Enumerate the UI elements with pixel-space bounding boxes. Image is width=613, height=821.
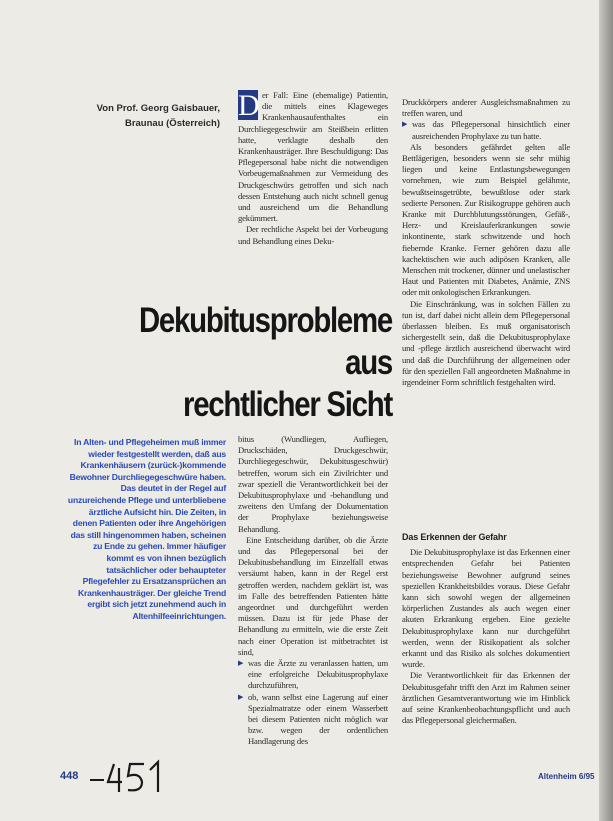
column-4 — [402, 526, 570, 726]
journal-footer: Altenheim 6/95 — [538, 772, 595, 781]
drop-cap: D — [238, 89, 260, 122]
binding-gutter — [599, 0, 613, 821]
bullet-list — [402, 119, 570, 141]
paragraph: Die Dekubitusprophylaxe ist das Erkennen einer entsprechenden Gefahr bei Patienten beziehungsweise Bewohner aufgrund seines speziellen Krankheitsbildes voraus. Diese Gefahr kann sich sowohl wegen der allgemeinen körperlichen Zustandes als auch wegen einer akuten Erkrankung ergeben. Eine gezielte Dekubitusprophylaxe kann nur durchgeführt werden, wenn der Risikopatient als solcher erkannt und das Risiko als solches dokumentiert wurde. — [402, 547, 570, 670]
handwritten-page-range — [86, 756, 178, 796]
section-heading: Das Erkennen der Gefahr — [402, 532, 507, 542]
bullet-item: ▶ ob, wann selbst eine Lagerung auf einer Spezialmatratze oder einem Wasserbett bei diesem Patienten nicht möglich war bzw. wegen der ordentlichen Handlagerung des — [238, 692, 388, 748]
page-number: 448 — [60, 770, 79, 782]
title-line-1: Dekubitusprobleme aus — [138, 301, 392, 382]
title-line-2: rechtlicher Sicht — [183, 385, 392, 424]
bullet-item: ▶ was die Ärzte zu veranlassen hatten, um eine erfolgreiche Dekubitusprophylaxe durchzuführen, — [238, 658, 388, 692]
paragraph: Der rechtliche Aspekt bei der Vorbeugung und Behandlung eines Deku- — [238, 224, 388, 246]
bullet-item: ▶ was das Pflegepersonal hinsichtlich einer ausreichenden Prophylaxe zu tun hatte. — [402, 119, 570, 141]
paragraph: Die Einschränkung, was in solchen Fällen zu tun ist, darf dabei nicht allein dem Pflegepersonal überlassen bleiben. Es muß organisatorisch sichergestellt sein, daß die Dekubitusprophylaxe und -pflege ärztlich ausreichend überwacht wird und daß die Durchführung der allgemeinen oder für den speziellen Fall angeordneten Maßnahme in irgendeiner Form schriftlich festgehalten wird. — [402, 298, 570, 388]
author-byline — [70, 101, 220, 131]
column-3 — [402, 97, 570, 388]
paragraph: Druckkörpers anderer Ausgleichsmaßnahmen zu treffen waren, und — [402, 97, 570, 119]
opening-paragraph — [238, 90, 388, 224]
lead-paragraph: In Alten- und Pflegeheimen muß immer wieder festgestellt werden, daß aus Krankenhäusern (zurück-)kommende Bewohner Durchliegegeschwüre haben. Das deutet in der Regel auf unzureichende Pflege und unterbliebene ärztliche Aufsicht hin. Die Zeiten, in denen Patienten oder ihre Angehörigen das still hingenommen haben, scheinen zu Ende zu gehen. Immer häufiger kommt es von ihnen bezüglich tatsächlicher oder behaupteter Pflegefehler zu Ersatzansprüchen an Krankenhausträger. Der gleiche Trend ergibt sich jetzt zunehmend auch in Altenhilfeeinrichtungen. — [67, 437, 226, 621]
bullet-list — [238, 658, 388, 748]
author-location: Braunau (Österreich) — [124, 118, 220, 129]
column-2 — [238, 434, 388, 748]
paragraph: Als besonders gefährdet gelten alle Bettlägerigen, besonders wenn sie sehr mühig liegen und keine Entlastungsbewegungen vornehmen, wie zum Beispiel gelähmte, bewußtseinsgetrübte, bewußtlose oder stark sedierte Personen. Zur Risikogruppe gehören auch Kranke mit Durchblutungsstörungen, Gefäß-, Herz- und Kreislauferkrankungen sowie inkontinente, stark schwitzende und hoch fiebernde Kranke. Ferner gehören dazu alle kachektischen wie auch adipösen Kranken, alle Menschen mit trockener, dünner und unelastischer Haut und Patienten mit Diabetes, Anämie, ZNS oder mit onkologischen Erkrankungen. — [402, 141, 570, 298]
column-1 — [238, 90, 388, 247]
opening-text: er Fall: Eine (ehemalige) Patientin, die mittels eines Klageweges Krankenhausaufenthaltes ein Durchliegegeschwür am Steißbein erlitten hatte, verklagte deshalb den Krankenhausträger. Ihre Beschuldigung: Das Pflegepersonal habe nicht die notwendigen Vorbeugemaßnahmen zur Vermeidung des Druckgeschwürs getroffen und sich nach dessen Entstehung auch nicht schnell genug und ausreichend um die Behandlung gekümmert. — [238, 90, 388, 224]
paragraph: bitus (Wundliegen, Aufliegen, Druckschäden, Druckgeschwür, Durchliegegeschwür, Dekubitusgeschwür) betreffen, worum sich ein Zivilrichter und zwar speziell die Verantwortlichkeit bei der Dekubitusprophylaxe und -behandlung und zweitens den Umfang der Dokumentation der Prophylaxe beziehungsweise Behandlung. — [238, 434, 388, 534]
article-title — [125, 300, 392, 426]
paragraph: Die Verantwortlichkeit für das Erkennen der Dekubitusgefahr trifft den Arzt im Rahmen seiner ärztlichen Gesamtverantwortung wie im Hinblick auf seine Krankenbeobachtungspflicht und auch das Pflegepersonal gleichermaßen. — [402, 670, 570, 726]
author-name: Von Prof. Georg Gaisbauer, — [96, 103, 220, 114]
paragraph: Eine Entscheidung darüber, ob die Ärzte und das Pflegepersonal bei der Dekubitusbehandlung im Einzelfall etwas versäumt haben, kann in der Regel erst getroffen werden, nachdem geklärt ist, was im Falle des betreffenden Patienten hätte angeordnet und durchgeführt werden müssen. Dazu ist für jede Phase der Behandlung zu ermitteln, wie die erste Zeit nach einer Operation ist mitbetrachtet ist sind, — [238, 534, 388, 657]
